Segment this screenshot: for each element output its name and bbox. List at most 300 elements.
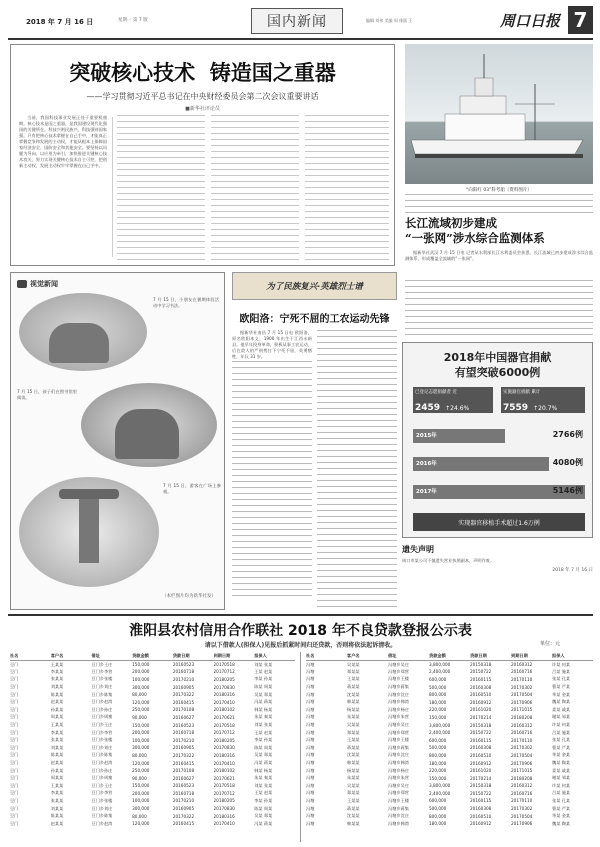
table-cell: 20170906 <box>511 699 533 705</box>
lead-col-divider <box>112 117 113 257</box>
table-cell: 杨某某 <box>347 706 360 712</box>
table-cell: 豆门 <box>10 661 19 667</box>
table-row <box>306 714 593 722</box>
table-cell: 20170906 <box>511 760 533 766</box>
table-cell: 20160115 <box>470 676 492 682</box>
table-cell: 冯塘乡朱营 <box>388 775 409 781</box>
table-cell: 20161020 <box>470 768 492 774</box>
table-cell: 20160905 <box>172 684 195 690</box>
table-cell: 20180205 <box>213 798 235 804</box>
photo-3-roof <box>59 489 119 499</box>
photo-1-figures <box>49 323 109 363</box>
table-header-row <box>10 652 295 661</box>
table-cell: 20180316 <box>213 692 235 698</box>
table-cell: 180,000 <box>429 699 447 705</box>
table-cell: 600,000 <box>429 737 447 743</box>
text-filler <box>117 115 205 261</box>
table-row <box>10 820 295 828</box>
table-cell: 20160115 <box>470 798 492 804</box>
editor-line: 编辑 刘伟 美编 周 排版 王 <box>366 18 413 23</box>
organ-year-label: 2015年 <box>416 433 437 439</box>
table-cell: 韩某 杨某 <box>254 706 273 712</box>
organ-year-row <box>413 453 585 477</box>
table-cell: 豆门 <box>10 797 19 803</box>
table-cell: 刘某 张某 <box>254 661 273 667</box>
table-cell: 陈某某 <box>50 813 64 819</box>
table-cell: 20150722 <box>470 730 492 736</box>
table-cell: 20160718 <box>172 790 195 796</box>
table-cell: 沈某某 <box>347 813 360 819</box>
lead-body-text: 当前，我国科技事业发展正处于重要机遇期。核心技术是国之重器，是我国建设现代化强国的关键所在。科技兴则民族兴，科技强则国家强。只有把核心技术掌握在自己手中，才能真正掌握竞争和发展的主动权，才能从根本上保障国家经济安全、国防安全和其他安全。要坚持以问题为导向，以应用为牵引，加快推进关键核心技术攻关，努力实现关键核心技术自主可控，把创新主动权、发展主动权牢牢掌握在自己手中。 <box>19 115 107 168</box>
table-cell: 20170621 <box>213 714 235 720</box>
table-row <box>10 661 295 669</box>
table-row <box>10 752 295 760</box>
table-cell: 冯塘乡吴庄 <box>388 661 409 667</box>
table-cell: 冯塘 <box>306 813 315 819</box>
table-row <box>10 683 295 691</box>
lead-byline: ■新华社评论员 <box>185 106 220 112</box>
table-row <box>10 714 295 722</box>
table-cell: 20170110 <box>511 676 533 682</box>
table-cell: 冯塘 <box>306 737 315 743</box>
table-cell: 豆门乡张楼 <box>91 797 113 803</box>
header-rule <box>8 38 593 40</box>
table-header-cell: 贷款日期 <box>173 652 214 661</box>
table-cell: 冯塘乡韩湾 <box>388 699 409 705</box>
table-row <box>10 812 295 820</box>
table-cell: 20160716 <box>511 790 533 796</box>
bank-divider <box>300 652 301 842</box>
table-row <box>306 706 593 714</box>
table-cell: 许某 何某 <box>552 722 571 728</box>
table-cell: 冯塘乡吴庄 <box>388 722 409 728</box>
ship-photo <box>405 44 593 184</box>
table-cell: 20150318 <box>470 662 492 668</box>
table-cell: 20170504 <box>511 752 533 758</box>
table-row <box>10 759 295 767</box>
table-cell: 150,000 <box>429 775 447 781</box>
text-filler <box>232 361 312 601</box>
organ-year-value: 5146例 <box>552 486 583 495</box>
table-cell: 朱某某 <box>347 775 360 781</box>
notice-date: 2018 年 7 月 16 日 <box>552 568 593 573</box>
table-row <box>306 767 593 775</box>
table-cell: 冯塘乡蒋集 <box>388 805 409 811</box>
table-cell: 陈某某 <box>50 691 64 697</box>
bank-table <box>10 652 295 828</box>
table-row <box>306 691 593 699</box>
table-cell: 豆门 <box>10 668 19 674</box>
table-cell: 豆门 <box>10 767 19 773</box>
table-cell: 20160905 <box>172 806 195 812</box>
table-cell: 王某 赵某 <box>254 668 273 674</box>
table-cell: 冯某 蒋某 <box>254 820 273 826</box>
table-header-cell: 贷款金额 <box>132 652 173 661</box>
table-cell: 20170210 <box>172 676 195 682</box>
table-cell: 豆门 <box>10 699 19 705</box>
table-cell: 20170410 <box>213 760 235 766</box>
organ-year-value: 4080例 <box>552 458 583 467</box>
table-cell: 魏某 陶某 <box>552 760 571 766</box>
table-cell: 沈某某 <box>347 691 360 697</box>
table-cell: 冯塘 <box>306 820 315 826</box>
table-cell: 豆门 <box>10 714 19 720</box>
table-cell: 豆门乡张楼 <box>91 737 113 743</box>
table-cell: 豆门 <box>10 820 19 826</box>
table-cell: 20170210 <box>172 798 195 804</box>
table-cell: 250,000 <box>132 707 150 713</box>
table-cell: 20180102 <box>213 768 235 774</box>
table-cell: 20170322 <box>172 692 195 698</box>
table-row <box>10 691 295 699</box>
mid-headline: 欧阳洛：宁死不屈的工农运动先锋 <box>239 314 390 325</box>
table-cell: 豆门乡李营 <box>91 668 113 674</box>
table-header-cell: 借址 <box>388 652 429 661</box>
table-cell: 120,000 <box>132 821 150 827</box>
table-cell: 20160912 <box>470 760 492 766</box>
table-cell: 冯塘乡王楼 <box>388 676 409 682</box>
table-cell: 250,000 <box>132 768 150 774</box>
table-cell: 20180102 <box>213 707 235 713</box>
table-cell: 20160716 <box>511 730 533 736</box>
table-cell: 20161020 <box>470 707 492 713</box>
table-cell: 豆门 <box>10 691 19 697</box>
bank-table-left <box>10 652 295 842</box>
table-cell: 20160312 <box>511 783 533 789</box>
table-cell: 20170214 <box>470 775 492 781</box>
table-cell: 许某 何某 <box>552 782 571 788</box>
table-row <box>306 698 593 706</box>
table-cell: 李某某 <box>50 729 64 735</box>
table-cell: 杨某某 <box>347 767 360 773</box>
table-cell: 2,400,000 <box>429 790 451 796</box>
table-cell: 豆门乡王庄 <box>91 661 113 667</box>
organ-row2-change: ↑20.7% <box>533 405 558 412</box>
table-cell: 20170108 <box>172 707 195 713</box>
table-cell: 蒋某某 <box>347 805 360 811</box>
table-cell: 豆门乡孙庄 <box>91 767 113 773</box>
lead-body-col4 <box>305 115 389 261</box>
table-cell: 冯塘乡蒋集 <box>388 684 409 690</box>
table-cell: 豆门 <box>10 760 19 766</box>
organ-title: 2018年中国器官捐献 <box>443 351 552 364</box>
table-cell: 100,000 <box>132 737 150 743</box>
table-row <box>306 820 593 828</box>
table-header-cell: 到期日期 <box>214 652 255 661</box>
table-cell: 冯塘乡沈庄 <box>388 752 409 758</box>
table-cell: 张某某 <box>50 676 64 682</box>
table-cell: 200,000 <box>132 669 150 675</box>
table-header-cell: 社名 <box>10 652 51 661</box>
lead-story <box>10 44 395 266</box>
table-cell: 张某 孔某 <box>552 676 571 682</box>
table-cell: 华某 金某 <box>552 691 571 697</box>
table-cell: 20160510 <box>470 692 492 698</box>
organ-row1 <box>413 387 493 413</box>
table-cell: 20160308 <box>470 684 492 690</box>
table-cell: 豆门乡张楼 <box>91 676 113 682</box>
table-cell: 20170504 <box>511 692 533 698</box>
table-cell: 陈某 周某 <box>254 805 273 811</box>
table-cell: 3,800,000 <box>429 662 451 668</box>
table-cell: 90,000 <box>132 775 147 781</box>
table-cell: 魏某 陶某 <box>552 820 571 826</box>
text-filler <box>211 115 299 261</box>
table-cell: 冯塘乡杨庄 <box>388 767 409 773</box>
table-cell: 20160912 <box>470 699 492 705</box>
table-cell: 豆门 <box>10 729 19 735</box>
table-cell: 20160627 <box>172 714 195 720</box>
organ-subtitle: 有望突破6000例 <box>454 366 541 379</box>
table-row <box>306 782 593 790</box>
table-cell: 冯塘 <box>306 729 315 735</box>
table-cell: 80,000 <box>132 692 147 698</box>
table-cell: 20170518 <box>213 662 235 668</box>
table-cell: 20170830 <box>213 806 235 812</box>
table-cell: 冯塘乡郑营 <box>388 729 409 735</box>
organ-row2-value: 7559 <box>503 403 529 413</box>
table-cell: 冯塘 <box>306 782 315 788</box>
table-cell: 20160308 <box>470 745 492 751</box>
table-cell: 20170518 <box>213 783 235 789</box>
table-cell: 郑某某 <box>347 668 360 674</box>
photo-1-caption: 7 月 15 日，小朋友在暑期体验活动中学习书法。 <box>153 297 219 308</box>
organ-year-bars <box>413 425 585 509</box>
table-cell: 豆门 <box>10 790 19 796</box>
table-cell: 冯塘乡朱营 <box>388 714 409 720</box>
table-cell: 20170322 <box>172 813 195 819</box>
table-cell: 豆门乡李营 <box>91 729 113 735</box>
bank-top-rule <box>8 614 593 616</box>
table-cell: 200,000 <box>132 730 150 736</box>
table-cell: 冯塘 <box>306 775 315 781</box>
table-header-row <box>306 652 593 661</box>
table-cell: 张某某 <box>50 797 64 803</box>
page-number: 7 <box>573 8 588 32</box>
table-cell: 李某某 <box>50 668 64 674</box>
table-cell: 20160716 <box>511 669 533 675</box>
table-cell: 800,000 <box>429 813 447 819</box>
table-cell: 150,000 <box>132 722 150 728</box>
story-mid <box>232 272 397 610</box>
table-cell: 豆门 <box>10 752 19 758</box>
table-cell: 500,000 <box>429 684 447 690</box>
table-cell: 豆门 <box>10 684 19 690</box>
table-cell: 冯塘 <box>306 760 315 766</box>
table-row <box>10 706 295 714</box>
table-cell: 20170830 <box>213 684 235 690</box>
photo-3-caption: 7 月 15 日，游客在广场上参观。 <box>163 483 221 494</box>
table-cell: 20170302 <box>511 745 533 751</box>
organ-year-row <box>413 481 585 505</box>
table-cell: 90,000 <box>132 714 147 720</box>
table-cell: 220,000 <box>429 707 447 713</box>
table-cell: 冯塘乡沈庄 <box>388 813 409 819</box>
photo-2-figures <box>115 409 179 459</box>
table-cell: 吴某 郑某 <box>254 752 273 758</box>
table-cell: 3,800,000 <box>429 783 451 789</box>
issue-date: 2018 年 7 月 16 日 <box>26 18 94 26</box>
table-row <box>10 744 295 752</box>
table-cell: 600,000 <box>429 798 447 804</box>
table-row <box>306 759 593 767</box>
table-row <box>306 797 593 805</box>
table-row <box>10 797 295 805</box>
table-cell: 180,000 <box>429 760 447 766</box>
table-cell: 韩某某 <box>347 760 360 766</box>
table-cell: 冯塘 <box>306 699 315 705</box>
table-cell: 冯塘乡韩湾 <box>388 760 409 766</box>
table-cell: 吕某 施某 <box>552 668 571 674</box>
table-row <box>10 721 295 729</box>
table-header-cell: 担保人 <box>552 652 593 661</box>
lead-headline: 突破核心技术 铸造国之重器 <box>69 60 336 85</box>
photo-1 <box>19 293 147 371</box>
table-header-cell: 客户名 <box>347 652 388 661</box>
bank-title: 淮阳县农村信用合作联社 2018 年不良贷款登报公示表 <box>129 623 472 639</box>
table-cell: 李某 孙某 <box>254 676 273 682</box>
table-cell: 冯某 蒋某 <box>254 760 273 766</box>
video-news-source: （本栏图片均为新华社发） <box>162 594 216 599</box>
photo-2 <box>81 383 217 467</box>
table-cell: 冯塘乡王楼 <box>388 737 409 743</box>
video-news-panel <box>10 272 225 610</box>
table-cell: 20170110 <box>511 798 533 804</box>
table-cell: 谢某 邹某 <box>552 775 571 781</box>
table-row <box>306 790 593 798</box>
table-row <box>306 676 593 684</box>
table-cell: 韩某某 <box>347 820 360 826</box>
table-cell: 20170108 <box>172 768 195 774</box>
table-cell: 刘某 张某 <box>254 782 273 788</box>
table-cell: 20150318 <box>470 783 492 789</box>
lost-notice <box>402 544 593 610</box>
organ-footer-text: 实现器官移植手术超过1.6万例 <box>458 519 540 527</box>
table-cell: 豆门 <box>10 813 19 819</box>
table-cell: 张某 孔某 <box>552 797 571 803</box>
table-cell: 冯塘乡蒋集 <box>388 744 409 750</box>
table-cell: 20170712 <box>213 669 235 675</box>
table-cell: 冯塘 <box>306 661 315 667</box>
table-cell: 魏某 陶某 <box>552 699 571 705</box>
table-row <box>306 744 593 752</box>
table-cell: 姜某 戚某 <box>552 767 571 773</box>
table-cell: 20170322 <box>172 752 195 758</box>
table-cell: 300,000 <box>132 684 150 690</box>
table-row <box>10 698 295 706</box>
table-cell: 20170210 <box>172 737 195 743</box>
table-cell: 冯塘 <box>306 706 315 712</box>
table-header-cell: 客户名 <box>51 652 92 661</box>
table-cell: 2,400,000 <box>429 730 451 736</box>
table-cell: 李某 孙某 <box>254 737 273 743</box>
table-cell: 20170712 <box>213 730 235 736</box>
ship-caption: “向阳红 03”科考船（资料图片） <box>466 188 532 193</box>
table-cell: 豆门乡周寨 <box>91 714 113 720</box>
table-cell: 20160312 <box>511 662 533 668</box>
table-cell: 朱某 秦某 <box>254 714 273 720</box>
table-cell: 150,000 <box>132 783 150 789</box>
bank-subtitle: 请以下借款人(担保人)见报后抓紧时间归还贷款，否则将依法起诉清收。 <box>204 642 397 649</box>
table-cell: 500,000 <box>429 745 447 751</box>
table-cell: 孙某某 <box>50 767 64 773</box>
table-row <box>10 729 295 737</box>
mid-body-col2 <box>317 330 397 610</box>
table-cell: 豆门 <box>10 706 19 712</box>
table-cell: 20170302 <box>511 806 533 812</box>
table-cell: 20180205 <box>213 676 235 682</box>
table-cell: 20150722 <box>470 669 492 675</box>
table-cell: 冯塘 <box>306 767 315 773</box>
table-cell: 王某 赵某 <box>254 790 273 796</box>
table-cell: 赵某某 <box>50 820 64 826</box>
table-cell: 20160523 <box>172 783 195 789</box>
table-cell: 20160523 <box>172 722 195 728</box>
table-cell: 100,000 <box>132 676 150 682</box>
table-header-cell: 社名 <box>306 652 347 661</box>
organ-year-label: 2016年 <box>416 461 437 467</box>
bank-table-right <box>306 652 593 842</box>
table-cell: 豆门 <box>10 722 19 728</box>
table-cell: 冯塘乡韩湾 <box>388 820 409 826</box>
table-cell: 赵某某 <box>50 699 64 705</box>
table-cell: 300,000 <box>132 745 150 751</box>
table-cell: 豆门 <box>10 676 19 682</box>
table-cell: 吴某某 <box>347 782 360 788</box>
notice-title: 遗失声明 <box>402 545 434 554</box>
ship-caption-text <box>405 194 593 214</box>
table-cell: 120,000 <box>132 699 150 705</box>
table-cell: 20170504 <box>511 813 533 819</box>
mid-body-col1 <box>232 330 312 610</box>
table-cell: 豆门乡刘庄 <box>91 684 113 690</box>
table-cell: 吕某 施某 <box>552 729 571 735</box>
lead-body-col3 <box>211 115 299 261</box>
table-row <box>306 812 593 820</box>
table-cell: 王某某 <box>347 797 360 803</box>
table-cell: 韩某某 <box>347 699 360 705</box>
table-cell: 陈某 周某 <box>254 744 273 750</box>
page-number-box <box>568 6 593 34</box>
text-filler <box>405 194 593 214</box>
table-cell: 20160905 <box>172 745 195 751</box>
table-cell: 吕某 施某 <box>552 790 571 796</box>
table-cell: 刘某 张某 <box>254 722 273 728</box>
table-cell: 豆门乡孙庄 <box>91 706 113 712</box>
table-cell: 陈某 周某 <box>254 684 273 690</box>
table-cell: 周某某 <box>50 714 64 720</box>
table-cell: 150,000 <box>429 714 447 720</box>
table-cell: 许某 何某 <box>552 661 571 667</box>
table-cell: 20180208 <box>511 775 533 781</box>
table-cell: 20160115 <box>470 737 492 743</box>
text-filler <box>305 115 389 261</box>
table-cell: 20160510 <box>470 813 492 819</box>
table-cell: 100,000 <box>132 798 150 804</box>
table-row <box>10 782 295 790</box>
camera-icon <box>17 280 27 288</box>
table-cell: 豆门 <box>10 805 19 811</box>
table-cell: 豆门乡赵湾 <box>91 760 113 766</box>
table-cell: 800,000 <box>429 752 447 758</box>
organ-row1-change: ↑24.6% <box>445 405 470 412</box>
table-cell: 180,000 <box>429 821 447 827</box>
table-cell: 冯塘乡沈庄 <box>388 691 409 697</box>
bank-table <box>306 652 593 828</box>
table-cell: 20170410 <box>213 699 235 705</box>
table-cell: 华某 金某 <box>552 752 571 758</box>
ship-illustration <box>405 44 593 184</box>
